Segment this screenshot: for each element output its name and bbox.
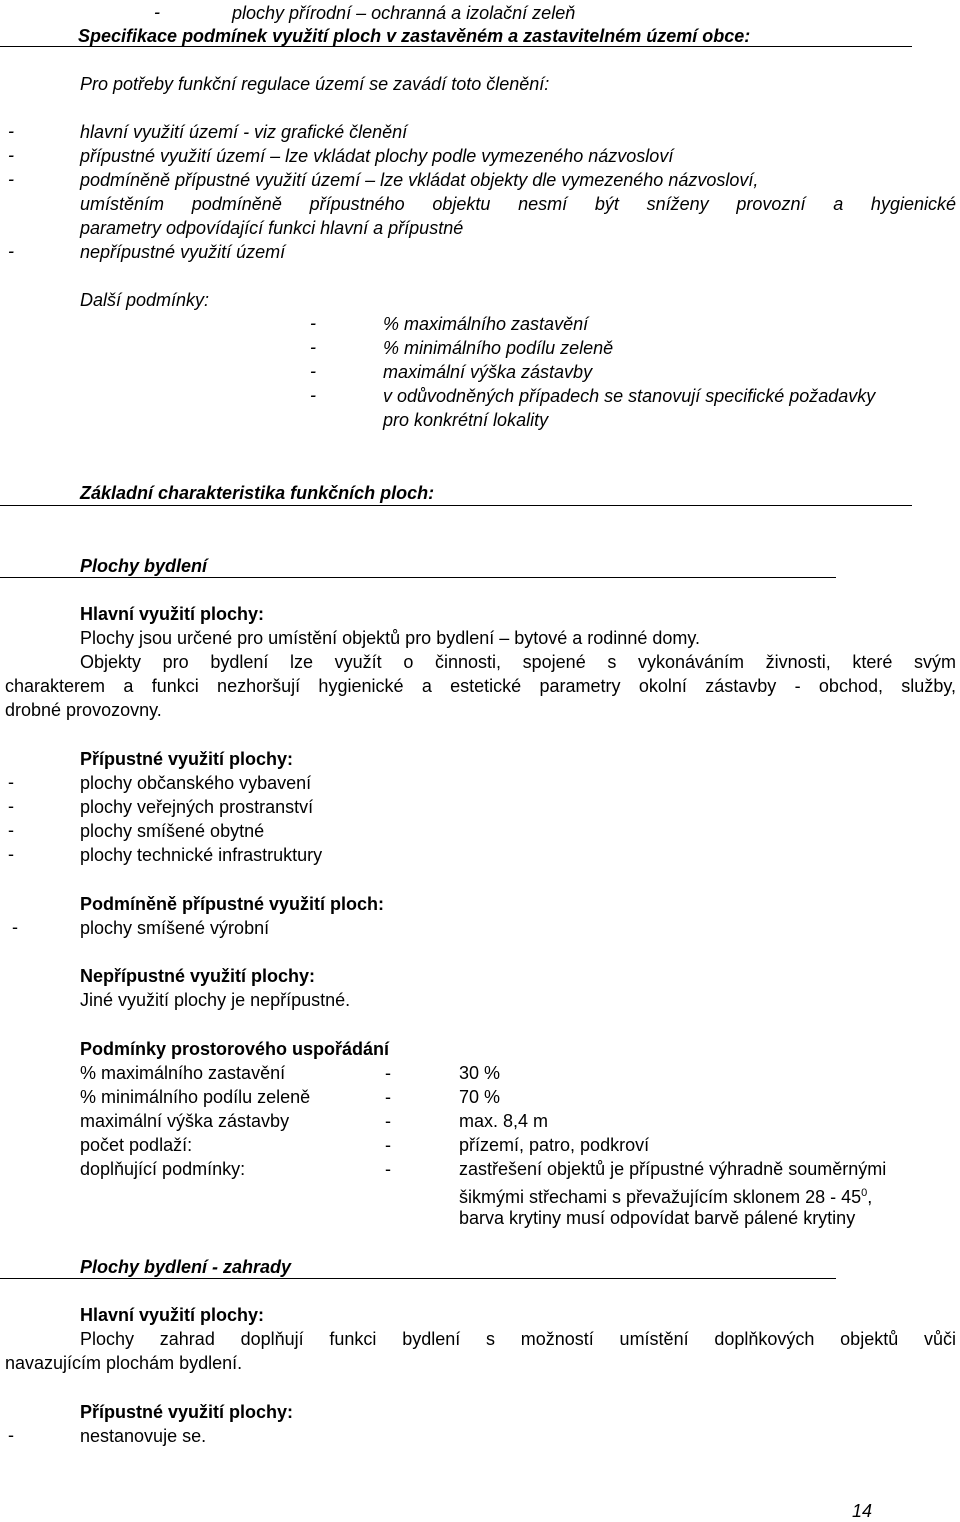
- intro-text: Pro potřeby funkční regulace území se zavádí toto členění:: [80, 74, 550, 94]
- hlavni-text: Plochy jsou určené pro umístění objektů pro bydlení – bytové a rodinné domy.: [80, 628, 701, 648]
- sub-list-item: v odůvodněných případech se stanovují specifické požadavky: [383, 386, 876, 406]
- list-item: podmíněně přípustné využití území – lze vkládat objekty dle vymezeného názvosloví,: [80, 170, 759, 190]
- list-dash: -: [8, 145, 14, 165]
- page-number: 14: [852, 1501, 873, 1521]
- table-value: max. 8,4 m: [459, 1111, 549, 1131]
- list-dash: -: [8, 796, 14, 816]
- podminene-heading: Podmíněně přípustné využití ploch:: [80, 894, 385, 914]
- sub-list-continuation: pro konkrétní lokality: [383, 410, 549, 430]
- sub-list-dash: -: [310, 385, 316, 405]
- list-dash: -: [8, 772, 14, 792]
- list-item: nepřípustné využití území: [80, 242, 286, 262]
- list-item: hlavní využití území - viz grafické členění: [80, 122, 408, 142]
- bydleni-title: Plochy bydlení: [80, 556, 208, 576]
- list-item: plochy veřejných prostranství: [80, 797, 314, 817]
- pripustne-heading: Přípustné využití plochy:: [80, 1402, 294, 1422]
- table-value-continuation: šikmými střechami s převažujícím sklonem $28 - 45^0$,: [459, 1187, 873, 1207]
- table-sep: -: [385, 1135, 391, 1155]
- podminky-heading: Podmínky prostorového uspořádání: [80, 1039, 390, 1059]
- paragraph-line: drobné provozovny.: [5, 700, 162, 720]
- list-dash: -: [8, 844, 14, 864]
- list-item: plochy občanského vybavení: [80, 773, 312, 793]
- table-sep: -: [385, 1111, 391, 1131]
- list-item: přípustné využití území – lze vkládat plochy podle vymezeného názvosloví: [80, 146, 674, 166]
- table-value: zastřešení objektů je přípustné výhradně souměrnými: [459, 1159, 887, 1179]
- sub-list-dash: -: [310, 337, 316, 357]
- paragraph-line: Plochy zahrad doplňují funkci bydlení s možností umístění doplňkových objektů vůči: [80, 1329, 956, 1349]
- paragraph-line: charakterem a funkci nezhoršují hygienické a estetické parametry okolní zástavby - obchod, služby,: [5, 676, 956, 696]
- list-dash: -: [8, 820, 14, 840]
- section-heading-rule: [0, 505, 912, 506]
- paragraph-line: navazujícím plochám bydlení.: [5, 1353, 243, 1373]
- list-item-continuation: umístěním podmíněně přípustného objektu nesmí být sníženy provozní a hygienické: [80, 194, 956, 214]
- list-item: plochy technické infrastruktury: [80, 845, 323, 865]
- table-sep: -: [385, 1159, 391, 1179]
- zahrady-title-rule: [0, 1278, 836, 1279]
- zahrady-title: Plochy bydlení - zahrady: [80, 1257, 292, 1277]
- table-sep: -: [385, 1063, 391, 1083]
- table-value: přízemí, patro, podkroví: [459, 1135, 650, 1155]
- table-value: 30 %: [459, 1063, 501, 1083]
- table-label: % minimálního podílu zeleně: [80, 1087, 311, 1107]
- sub-list-item: % maximálního zastavění: [383, 314, 589, 334]
- degree-superscript: 0: [861, 1187, 868, 1199]
- list-item: plochy smíšené výrobní: [80, 918, 270, 938]
- nepripustne-text: Jiné využití plochy je nepřípustné.: [80, 990, 351, 1010]
- hlavni-heading: Hlavní využití plochy:: [80, 604, 265, 624]
- table-label: počet podlaží:: [80, 1135, 193, 1155]
- sub-list-item: maximální výška zástavby: [383, 362, 593, 382]
- table-sep: -: [385, 1087, 391, 1107]
- top-bullet-text: plochy přírodní – ochranná a izolační zeleň: [232, 3, 576, 23]
- sub-list-dash: -: [310, 361, 316, 381]
- dalsi-podminky-label: Další podmínky:: [80, 290, 210, 310]
- table-label: % maximálního zastavění: [80, 1063, 286, 1083]
- list-dash: -: [8, 1425, 14, 1445]
- spec-heading-rule: [0, 46, 912, 47]
- sub-list-item: % minimálního podílu zeleně: [383, 338, 614, 358]
- hlavni-heading: Hlavní využití plochy:: [80, 1305, 265, 1325]
- paragraph-line: Objekty pro bydlení lze využít o činnosti, spojené s vykonáváním živnosti, které svým: [80, 652, 956, 672]
- table-value-continuation: barva krytiny musí odpovídat barvě pálené krytiny: [459, 1208, 856, 1228]
- nepripustne-heading: Nepřípustné využití plochy:: [80, 966, 316, 986]
- spec-heading: Specifikace podmínek využití ploch v zastavěném a zastavitelném území obce:: [78, 26, 751, 46]
- list-item-continuation: parametry odpovídající funkci hlavní a přípustné: [80, 218, 464, 238]
- section-heading: Základní charakteristika funkčních ploch:: [80, 483, 435, 503]
- bydleni-title-rule: [0, 577, 836, 578]
- sub-list-dash: -: [310, 313, 316, 333]
- table-value: 70 %: [459, 1087, 501, 1107]
- pripustne-heading: Přípustné využití plochy:: [80, 749, 294, 769]
- list-item: plochy smíšené obytné: [80, 821, 265, 841]
- list-dash: -: [8, 169, 14, 189]
- bullet-dash: -: [154, 2, 160, 22]
- list-item: nestanovuje se.: [80, 1426, 207, 1446]
- list-dash: -: [8, 121, 14, 141]
- table-label: doplňující podmínky:: [80, 1159, 246, 1179]
- list-dash: -: [8, 241, 14, 261]
- table-label: maximální výška zástavby: [80, 1111, 290, 1131]
- list-dash: -: [12, 917, 18, 937]
